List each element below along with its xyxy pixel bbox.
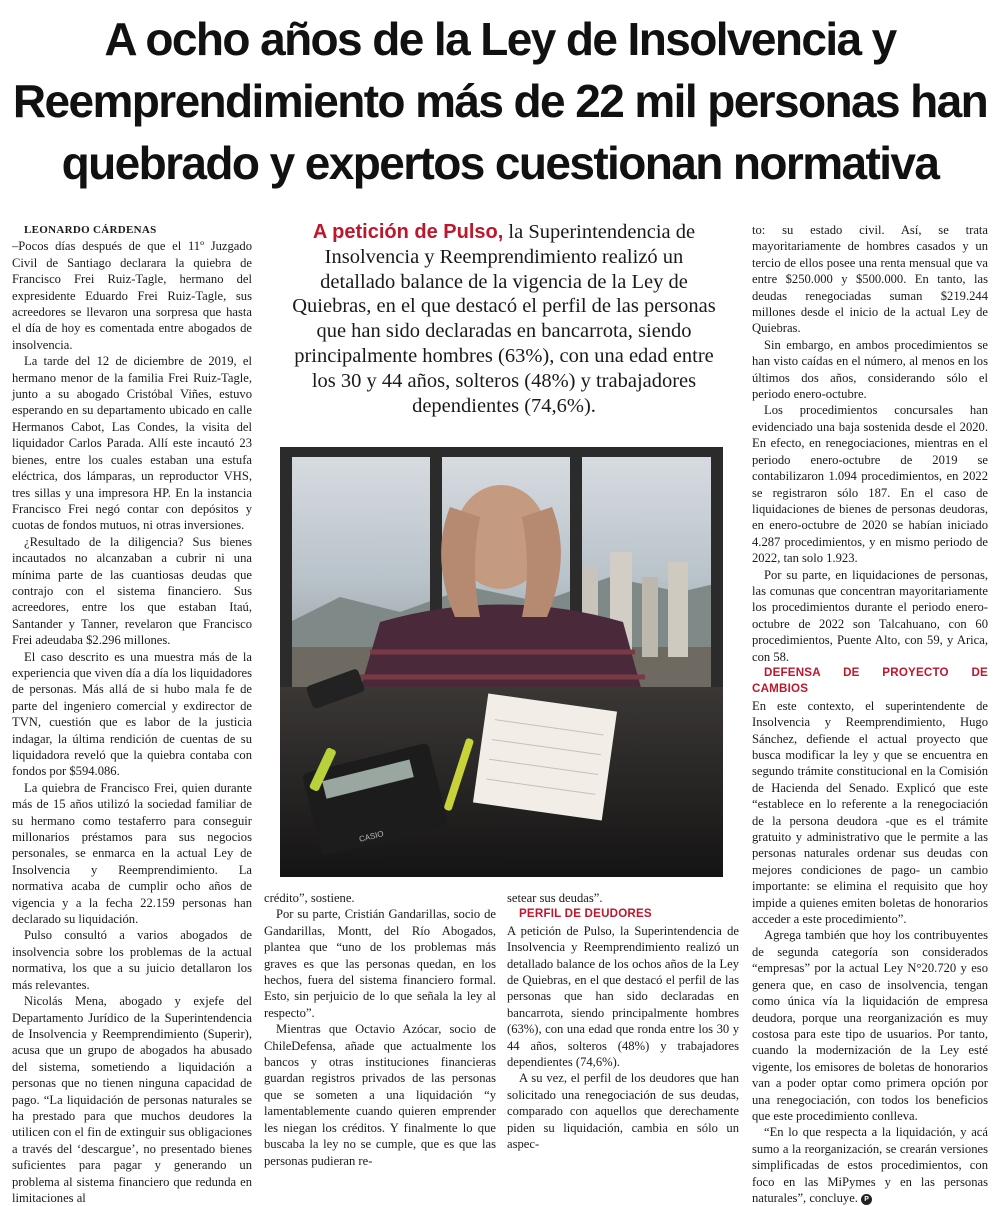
paragraph: Por su parte, Cristián Gandarillas, socio de Gandarillas, Montt, del Río Abogados, plantea que “uno de los problemas más graves es que las personas quedan, en los hechos, fuera del sistema financiero formal. Esto, sin perjuicio de lo que señala la ley al respecto”.	[264, 907, 496, 1020]
paragraph: La quiebra de Francisco Frei, quien durante más de 15 años utilizó la sociedad familiar de su hermano como testaferro para conseguir millonarios préstamos para sus negocios personales, se enmarca en la actual Ley de Insolvencia y Reemprendimiento. La normativa acaba de cumplir ocho años de vigencia y a la fecha 22.159 personas han declarado su liquidación.	[12, 780, 252, 927]
column-3	[507, 890, 739, 1153]
paragraph: Nicolás Mena, abogado y exjefe del Departamento Jurídico de la Superintendencia de Insolvencia y Reemprendimiento (Superir), acusa que un grupo de abogados ha abusado del sistema, sometiendo a liquidación a personas que no tienen ninguna capacidad de pago. “La liquidación de personas naturales se ha prestado para que muchos deudores la utilicen con el fin de extinguir sus obligaciones a través del ‘descargue’, no presentado bienes suficientes para pagar y generando un problema al sistema financiero que redunda en limitaciones al	[12, 994, 252, 1205]
paragraph: El caso descrito es una muestra más de la experiencia que viven día a día los liquidadores de personas. Más allá de si hubo mala fe de parte del ingeniero comercial y exdirector de TVN, cuestión que es labor de la justicia indagar, la última rendición de cuentas de su liquidadora reveló que la quiebra contaba con fondos por $594.086.	[12, 649, 252, 779]
paragraph: Por su parte, en liquidaciones de personas, las comunas que concentran mayoritariamente los procedimientos durante el periodo enero-octubre de 2022 son Talcahuano, con 60 procedimientos, Puente Alto, con 59, y Arica, con 58.	[752, 567, 988, 664]
pull-quote-lead: A petición de Pulso,	[312, 221, 504, 243]
paragraph: –Pocos días después de que el 11º Juzgado Civil de Santiago declarara la quiebra de Francisco Frei Ruiz-Tagle, hermano del expresidente Eduardo Frei Ruiz-Tagle, sus acreedores se llevaron una sorpresa que hasta el día de hoy es comentada entre abogados de insolvencia.	[12, 239, 252, 352]
paragraph: Agrega también que hoy los contribuyentes de segunda categoría son considerados “empresas” por la actual Ley N°20.720 y eso genera que, en caso de insolvencia, tengan como única vía la liquidación de empresa deudora, porque una reorganización es muy costosa para este tipo de usuarios. Por tanto, cuando la modernización de la Ley esté vigente, los emisores de boletas de honorarios van a poder optar como primera opción por una renegociación, con todos los beneficios que este procedimiento conlleva.	[752, 928, 988, 1123]
paragraph: Sin embargo, en ambos procedimientos se han visto caídas en el número, al menos en los últimos dos años, considerando sólo el periodo enero-octubre.	[752, 337, 988, 402]
article-photo	[280, 447, 723, 877]
paragraph: La tarde del 12 de diciembre de 2019, el hermano menor de la familia Frei Ruiz-Tagle, junto a su abogado Cristóbal Viñes, estuvo esperando en su departamento ubicado en calle Hermanos Cabot, Las Condes, la visita del liquidador Carlos Parada. Allí este incautó 23 bienes, entre los cuales estaban una estufa eléctrica, dos lámparas, un reproductor VHS, tres sillas y una impresora HP. En la instancia Francisco Frei negó contar con depósitos y cuotas de fondos mutuos, ni otras inversiones.	[12, 354, 252, 533]
paragraph: crédito”, sostiene.	[264, 891, 355, 905]
paragraph: ¿Resultado de la diligencia? Sus bienes incautados no alcanzaban a cubrir ni una mínima parte de las cuantiosas deudas que contrajo con el sistema financiero. Sus acreedores, entre los que estaban Itaú, Santander y Tanner, revelaron que Francisco Frei adeudaba $2.296 millones.	[12, 534, 252, 648]
calculator-brand: CASIO	[358, 829, 385, 844]
building	[642, 577, 658, 657]
paragraph: setear sus deudas”.	[507, 891, 603, 905]
paragraph: A petición de Pulso, la Superintendencia de Insolvencia y Reemprendimiento realizó un detallado balance de los ochos años de la Ley de Quiebras, en el que destacó el perfil de las personas que han sido declaradas en bancarrota, siendo principalmente hombres (63%), con una edad que ronda entre los 30 y 44 años, solteros (48%) y trabajadores dependientes (74,6%).	[507, 923, 739, 1070]
notebook	[473, 693, 617, 820]
paragraph: En este contexto, el superintendente de Insolvencia y Reemprendimiento, Hugo Sánchez, defiende el actual proyecto que busca modificar la ley y que se encuentra en segundo trámite constitucional en la Comisión de Hacienda del Senado. Explicó que este “establece en lo referente a la renegociación de la persona deudora -que es el trámite gratuito y administrativo que le permite a las personas naturales ordenar sus deudas con mejores condiciones de pago- un cambio importante: se elimina el requisito que hoy impide a quienes emiten boletas de honorarios acceder a este procedimiento”.	[752, 698, 988, 927]
headline-line-2: Reemprendimiento más de 22 mil personas han	[12, 75, 988, 127]
pull-quote-text: la Superintendencia de Insolvencia y Reemprendimiento realizó un detallado balance de la vigencia de la Ley de Quiebras, en el que destacó el perfil de las personas que han sido declaradas en bancarrota, siendo principalmente hombres (63%), con una edad entre los 30 y 44 años, solteros (48%) y trabajadores dependientes (74,6%).	[292, 221, 716, 417]
paragraph: Mientras que Octavio Azócar, socio de ChileDefensa, añade que actualmente los bancos y otras instituciones financieras guardan registros privados de las personas que se someten a una liquidación “y lamentablemente cuando quieren emprender les niegan los créditos. Y finalmente lo que buscaba la ley no se cumple, que es que las personas pudieran re-	[264, 1022, 496, 1168]
paragraph: Los procedimientos concursales han evidenciado una baja sostenida desde el 2020. En efecto, en renegociaciones, mientras en el periodo enero-octubre de 2019 se contabilizaron 1.094 procedimientos, en 2022 se registraron sólo 187. En el caso de liquidaciones de bienes de personas deudoras, en enero-octubre de 2020 se habían iniciado 4.287 procedimientos, y en mismo periodo de 2022, tan solo 1.923.	[752, 403, 988, 566]
byline: LEONARDO CÁRDENAS	[24, 224, 157, 236]
pull-quote	[290, 220, 718, 418]
column-4	[752, 222, 988, 1206]
headline-line-3: quebrado y expertos cuestionan normativa	[61, 137, 939, 189]
end-mark-icon: P	[861, 1194, 872, 1205]
closing-text: “En lo que respecta a la liquidación, y acá sumo a la reorganización, se crearán versiones simplificadas de estos procedimientos, con foco en las MiPymes y en las personas naturales”, concluye.	[752, 1125, 988, 1205]
paragraph: Pulso consultó a varios abogados de insolvencia sobre los problemas de la actual normativa, los que a su juicio detallaron los más relevantes.	[12, 928, 252, 992]
subhead-perfil-de-deudores: PERFIL DE DEUDORES	[519, 907, 652, 921]
subhead-defensa-de-proyecto: DEFENSA DE PROYECTO DE CAMBIOS	[752, 665, 988, 696]
paragraph: to: su estado civil. Así, se trata mayoritariamente de hombres casados y un tercio de ellos posee una renta mensual que va entre $250.000 y $500.000. En tanto, las deudas renegociadas suman $219.244 millones desde el inicio de la actual Ley de Quiebras.	[752, 223, 988, 336]
paragraph	[752, 1124, 988, 1206]
headline	[10, 8, 990, 194]
column-2	[264, 890, 496, 1169]
column-1	[12, 222, 252, 1206]
headline-line-1: A ocho años de la Ley de Insolvencia y	[104, 13, 896, 65]
building	[668, 562, 688, 657]
paragraph: A su vez, el perfil de los deudores que han solicitado una renegociación de sus deudas, comparado con aquellos que derechamente piden su liquidación, cambia en sólo un aspec-	[507, 1071, 739, 1152]
